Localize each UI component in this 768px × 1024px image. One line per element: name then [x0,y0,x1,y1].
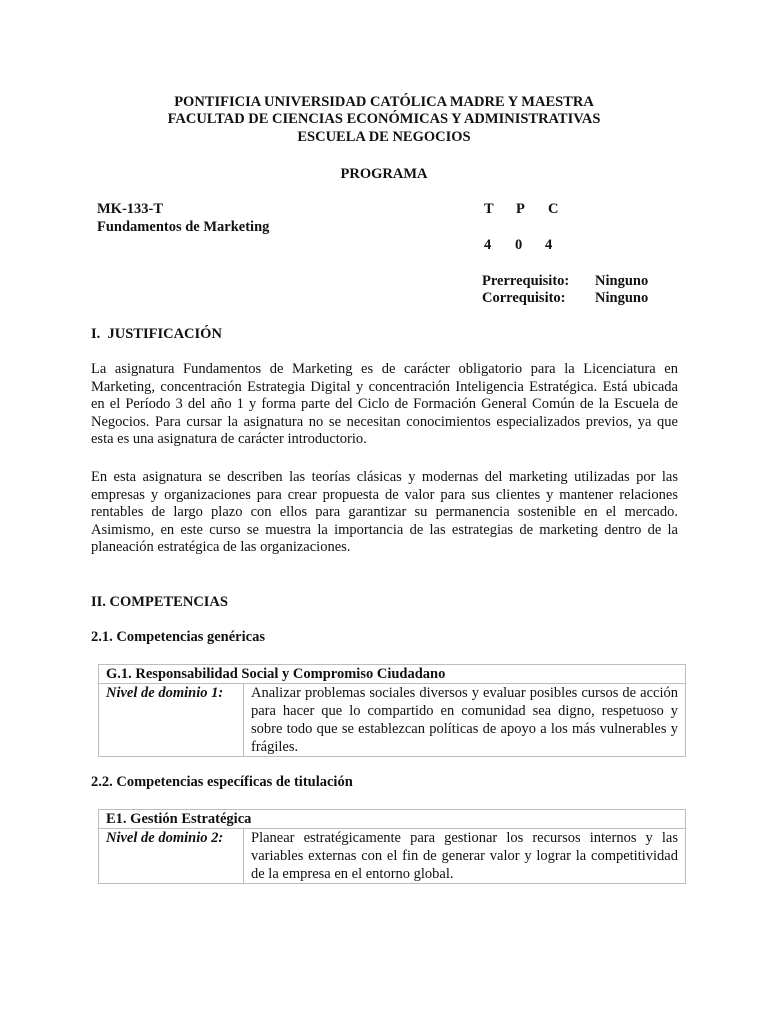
university-title: PONTIFICIA UNIVERSIDAD CATÓLICA MADRE Y MAESTRA [174,94,594,110]
course-code: MK-133-T [97,201,164,217]
t-label: T [484,201,494,217]
competency-description: Analizar problemas sociales diversos y evaluar posibles cursos de acción para hacer que lo compartido en comunidad sea digno, respetuoso y sobre todo que se establezcan políticas de apoyo a los más vulnerables y frágiles. [244,684,686,757]
section-justificacion-title: I. JUSTIFICACIÓN [91,326,222,342]
justificacion-paragraph-2 [91,469,678,557]
prereq-label: Prerrequisito: [482,273,570,289]
coreq-label: Correquisito: [482,290,566,306]
justificacion-paragraph-1 [91,361,678,449]
competency-heading: G.1. Responsabilidad Social y Compromiso Ciudadano [99,665,686,684]
program-title: PROGRAMA [340,166,428,182]
section-competencias-title: II. COMPETENCIAS [91,594,228,610]
mastery-level-label: Nivel de dominio 1: [99,684,244,757]
paragraph-text: La asignatura Fundamentos de Marketing es de carácter obligatorio para la Licenciatura en Marketing, concentración Estrategia Digital y concentración Inteligencia Estratégica. Está ubicada en el Período 3 del año 1 y forma parte del Ciclo de Formación General Común de la Escuela de Negocios. Para cursar la asignatura no se necesitan conocimientos especializados previos, ya que esta es una asignatura de carácter introductorio. [91,361,678,447]
specific-competencies-subtitle: 2.2. Competencias específicas de titulación [91,774,353,790]
prereq-value: Ninguno [595,273,649,289]
c-value: 4 [545,237,553,253]
faculty-title: FACULTAD DE CIENCIAS ECONÓMICAS Y ADMINISTRATIVAS [167,111,601,127]
competency-description: Planear estratégicamente para gestionar los recursos internos y las variables externas con el fin de generar valor y lograr la competitividad de la empresa en el entorno global. [244,829,686,884]
generic-competencies-subtitle: 2.1. Competencias genéricas [91,629,265,645]
p-value: 0 [515,237,523,253]
coreq-value: Ninguno [595,290,649,306]
course-name: Fundamentos de Marketing [97,219,270,235]
generic-competency-table [98,664,686,757]
school-title: ESCUELA DE NEGOCIOS [297,129,471,145]
c-label: C [548,201,559,217]
competency-heading: E1. Gestión Estratégica [99,810,686,829]
specific-competency-table [98,809,686,884]
p-label: P [516,201,525,217]
t-value: 4 [484,237,492,253]
mastery-level-label: Nivel de dominio 2: [99,829,244,884]
paragraph-text: En esta asignatura se describen las teorías clásicas y modernas del marketing utilizadas por las empresas y organizaciones para crear propuesta de valor para sus clientes y mantener relaciones rentables de largo plazo con ellos para garantizar su permanencia sostenible en el mercado. Asimismo, en este curso se muestra la importancia de las estrategias de marketing dentro de la planeación estratégica de las organizaciones. [91,469,678,555]
